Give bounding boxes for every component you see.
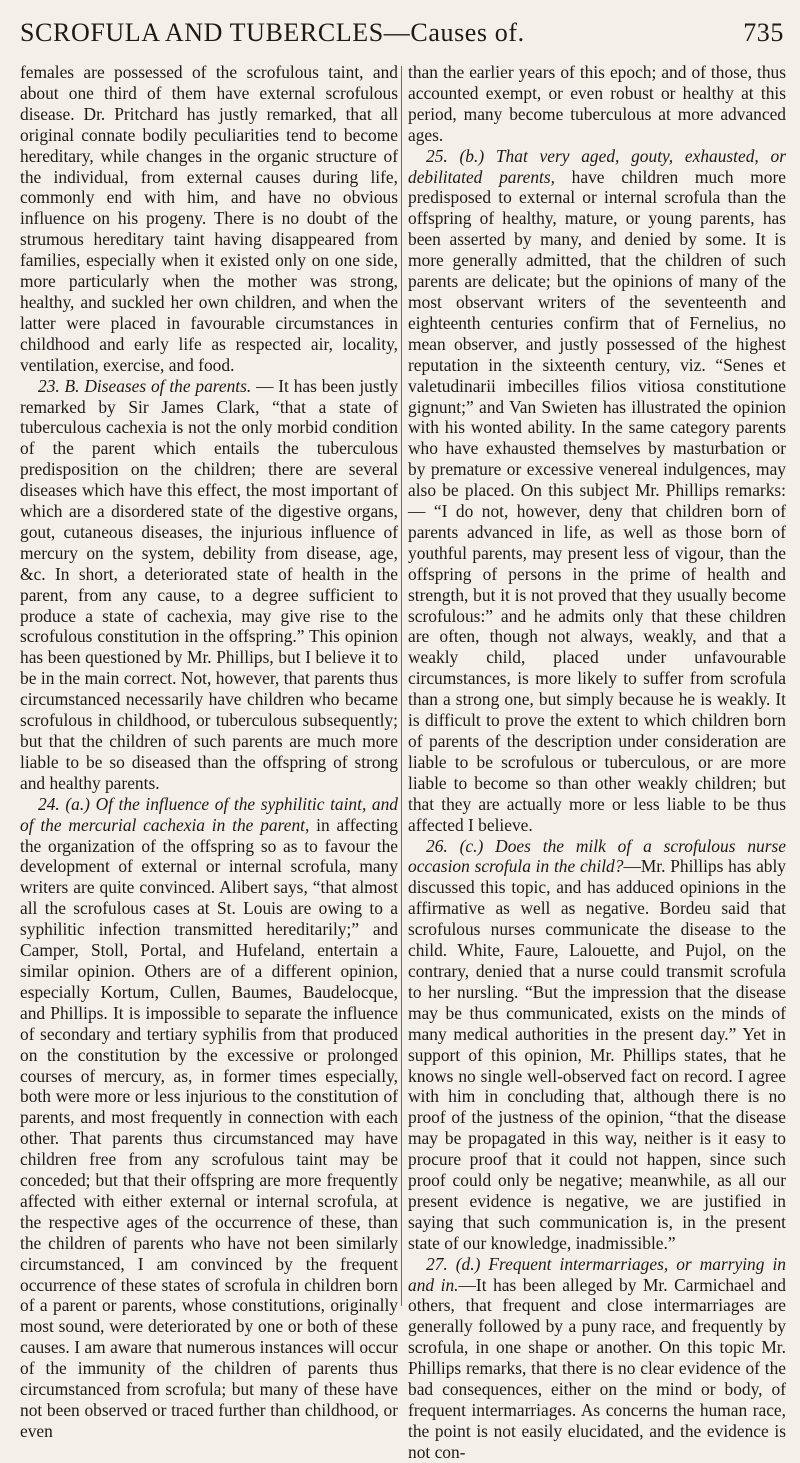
section-heading: 25. (b.) That very aged, gouty, exhausted, or debilitated parents, — [408, 145, 786, 187]
paragraph-25 — [408, 146, 786, 836]
section-heading: 23. B. Diseases of the parents. — [38, 375, 252, 396]
paragraph-text: in affecting the organization of the offspring so as to favour the development of external or internal scrofula, many writers are quite convinced. Alibert says, “that almost all the scrofulous cases at St. Louis are owing to a syphilitic infection transmitted hereditarily;” and Camper, Stoll, Portal, and Hufeland, entertain a similar opinion. Others are of a different opinion, especially Kortum, Cullen, Baumes, Baudelocque, and Phillips. It is impossible to separate the influence of secondary and tertiary syphilis from that produced on the constitution by the excessive or prolonged courses of mercury, as, in former times especially, both were more or less injurious to the constitution of parents, and most frequently in connection with each other. That parents thus circumstanced may have children free from any scrofulous taint may be conceded; but that their offspring are more frequently affected with either external or internal scrofula, at the respective ages of the occurrence of these, than the children of parents who have not been similarly circumstanced, I am convinced by the frequent occurrence of these states of scrofula in children born of a parent or parents, whose constitutions, originally most sound, were deteriorated by one or both of these causes. I am aware that numerous instances will occur of the immunity of the children of parents thus circumstanced from scrofula; but many of these have not been observed or traced further than childhood, or even — [20, 814, 398, 1441]
paragraph-26 — [408, 836, 786, 1254]
page-number: 735 — [743, 18, 784, 47]
section-heading: 27. (d.) Frequent intermarriages, or marrying in and in. — [408, 1253, 786, 1295]
left-column — [20, 62, 398, 1441]
paragraph-text: —Mr. Phillips has ably discussed this topic, and has adduced opinions in the affirmative as well as negative. Bordeu said that scrofulous nurses communicate the disease to the child. White, Faure, Lalouette, and Pujol, on the contrary, denied that a nurse could transmit scrofula to her nursling. “But the impression that the disease may be thus communicated, exists on the minds of many medical authorities in the present day.” Yet in support of this opinion, Mr. Phillips states, that he knows no single well-observed fact on record. I agree with him in concluding that, although there is no proof of the justness of the opinion, “that the disease may be propagated in this way, neither is it easy to procure proof that it could not happen, since such proof could only be negative; meanwhile, as all our present evidence is negative, we are justified in saying that such communication is, in the present state of our knowledge, inadmissible.” — [408, 856, 787, 1253]
paragraph-continued — [408, 62, 786, 146]
paragraph-27 — [408, 1254, 786, 1463]
running-title: SCROFULA AND TUBERCLES—Causes of. — [20, 18, 525, 47]
paragraph-24 — [20, 794, 398, 1442]
paragraph-text: females are possessed of the scrofulous taint, and about one third of them have external scrofulous disease. Dr. Pritchard has justly remarked, that all original connate bodily peculiarities tend to become hereditary, while changes in the organic structure of the individual, from external causes during life, commonly end with him, and have no obvious influence on his progeny. There is no doubt of the strumous hereditary taint having disappeared from families, especially when it existed only on one side, more particularly when the mother was strong, healthy, and suckled her own children, and when the latter were placed in favourable circumstances in childhood and early life as respected air, locality, ventilation, exercise, and food. — [20, 62, 398, 375]
column-divider — [401, 66, 402, 1306]
paragraph-text: — It has been justly remarked by Sir James Clark, “that a state of tuberculous cachexia is not the only morbid condition of the parent which entails the tuberculous predisposition on the children; there are several diseases which have this effect, the most important of which are a disordered state of the digestive organs, gout, cutaneous diseases, the injurious influence of mercury on the system, debility from disease, age, &c. In short, a deteriorated state of health in the parent, from any cause, to a degree sufficient to produce a state of cachexia, may give rise to the scrofulous constitution in the offspring.” This opinion has been questioned by Mr. Phillips, but I believe it to be in the main correct. Not, however, that parents thus circumstanced necessarily have children who became scrofulous in childhood, or tuberculous subsequently; but that the children of such parents are much more liable to be so diseased than the offspring of strong and healthy parents. — [20, 375, 398, 793]
paragraph-text: —It has been alleged by Mr. Carmichael and others, that frequent and close intermarriages are generally followed by a puny race, and frequently by scrofula, in one shape or another. On this topic Mr. Phillips remarks, that there is no clear evidence of the bad consequences, either on the mind or body, of frequent intermarriages. As concerns the human race, the point is not easily elucidated, and the evidence is not con- — [408, 1274, 786, 1462]
section-heading: 24. (a.) Of the influence of the syphilitic taint, and of the mercurial cachexia in the parent, — [20, 793, 398, 835]
paragraph-23 — [20, 376, 398, 794]
paragraph-text: than the earlier years of this epoch; and of those, thus accounted exempt, or even robust or healthy at this period, many become tuberculous at more advanced ages. — [408, 62, 786, 145]
section-heading: 26. (c.) Does the milk of a scrofulous nurse occasion scrofula in the child? — [408, 835, 786, 877]
paragraph-continued — [20, 62, 398, 376]
paragraph-text: have children much more predisposed to external or internal scrofula than the offspring of healthy, mature, or young parents, has been asserted by many, and denied by some. It is more generally admitted, that the children of such parents are delicate; but the opinions of many of the most observant writers of the seventeenth and eighteenth centuries confirm that of Fernelius, no mean observer, and justly possessed of the highest reputation in the sixteenth century, viz. “Senes et valetudinarii imbecilles filios vitiosa constitutione gignunt;” and Van Swieten has illustrated the opinion with his wonted ability. In the same category parents who have exhausted themselves by masturbation or by premature or excessive venereal indulgences, may also be placed. On this subject Mr. Phillips remarks: — “I do not, however, deny that children born of parents advanced in life, as well as those born of youthful parents, may present less of vigour, than the offspring of persons in the prime of health and strength, but it is not proved that they usually become scrofulous:” and he admits only that these children are often, though not always, weakly, and that a weakly child, placed under unfavourable circumstances, is more likely to suffer from scrofula than a strong one, but simply because he is weakly. It is difficult to prove the extent to which children born of parents of the description under consideration are liable to be scrofulous or tuberculous, or are more liable to become so than other weakly children; but that they are actually more or less liable to be thus affected I believe. — [408, 166, 786, 835]
running-header — [20, 18, 784, 58]
right-column — [408, 62, 787, 1462]
